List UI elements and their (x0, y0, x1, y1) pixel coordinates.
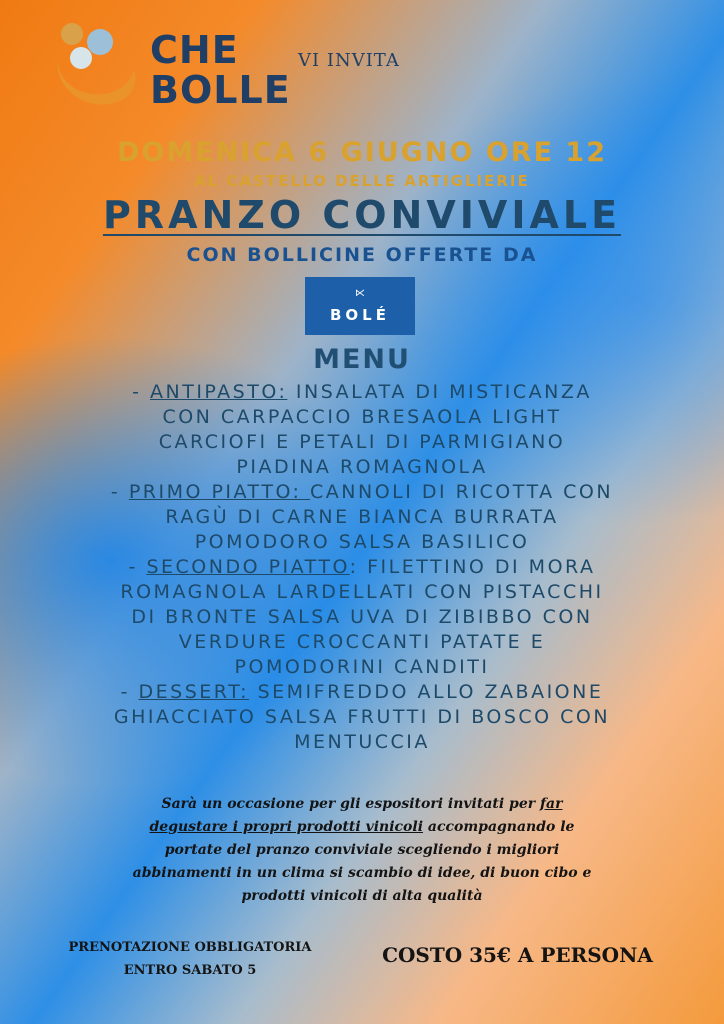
bole-mark-icon: ⋉ (355, 288, 365, 299)
che-bolle-logo (50, 20, 290, 110)
invite-text: VI INVITA (298, 50, 400, 71)
booking-line: PRENOTAZIONE OBBLIGATORIA (68, 940, 312, 955)
course-prefix: - (132, 381, 151, 403)
menu-line: CARCIOFI E PETALI DI PARMIGIANO (158, 431, 566, 453)
note-text: Sarà un occasione per gli espositori invitati per (161, 796, 541, 812)
booking-deadline: ENTRO SABATO 5 (123, 963, 257, 978)
note-text: accompagnando le (423, 819, 575, 835)
menu-line: POMODORO SALSA BASILICO (194, 531, 530, 553)
note-line: abbinamenti in un clima si scambio di idee, di buon cibo e (132, 865, 592, 881)
menu-text: : FILETTINO DI MORA (349, 556, 596, 578)
menu-title: MENU (313, 344, 411, 375)
menu-line: VERDURE CROCCANTI PATATE E (178, 631, 546, 653)
course-label-dessert: DESSERT: (138, 681, 250, 703)
bole-name: BOLÉ (330, 306, 390, 324)
note-line: prodotti vinicoli di alta qualità (241, 888, 483, 904)
menu-line: POMODORINI CANDITI (234, 656, 490, 678)
course-label-antipasto: ANTIPASTO: (150, 381, 288, 403)
logo-line-che: CHE (150, 28, 239, 72)
menu-line: ROMAGNOLA LARDELLATI CON PISTACCHI (120, 581, 604, 603)
course-prefix: - (128, 556, 147, 578)
booking-info (40, 936, 340, 982)
menu-line: PIADINA ROMAGNOLA (236, 456, 488, 478)
menu-line (40, 480, 684, 505)
menu-list (40, 380, 684, 755)
menu-line: DI BRONTE SALSA UVA DI ZIBIBBO CON (131, 606, 593, 628)
menu-line (40, 380, 684, 405)
logo-line-bolle: BOLLE (150, 68, 291, 112)
note-line (90, 816, 634, 839)
menu-line: GHIACCIATO SALSA FRUTTI DI BOSCO CON (113, 706, 611, 728)
note-underlined: far (540, 796, 563, 812)
menu-line: RAGÙ DI CARNE BIANCA BURRATA (165, 506, 559, 528)
menu-line (40, 680, 684, 705)
menu-text: INSALATA DI MISTICANZA (287, 381, 592, 403)
course-prefix: - (120, 681, 139, 703)
course-prefix: - (110, 481, 129, 503)
menu-text: CANNOLI DI RICOTTA CON (310, 481, 614, 503)
note-line (90, 793, 634, 816)
event-date: DOMENICA 6 GIUGNO ORE 12 (116, 137, 608, 168)
event-note (90, 793, 634, 908)
note-underlined: degustare i propri prodotti vinicoli (149, 819, 424, 835)
event-title: PRANZO CONVIVIALE (102, 193, 622, 237)
event-venue: AL CASTELLO DELLE ARTIGLIERIE (194, 172, 530, 190)
menu-line (40, 555, 684, 580)
price-info: COSTO 35€ A PERSONA (382, 943, 653, 967)
note-line: portate del pranzo conviviale scegliendo i migliori (164, 842, 560, 858)
offered-by-text: CON BOLLICINE OFFERTE DA (186, 244, 538, 266)
bole-sponsor-logo (305, 277, 415, 335)
menu-text: SEMIFREDDO ALLO ZABAIONE (249, 681, 604, 703)
course-label-secondo: SECONDO PIATTO (146, 556, 350, 578)
menu-line: CON CARPACCIO BRESAOLA LIGHT (162, 406, 562, 428)
bubbles-icon (50, 20, 150, 110)
course-label-primo: PRIMO PIATTO: (128, 481, 311, 503)
menu-line: MENTUCCIA (294, 731, 430, 753)
